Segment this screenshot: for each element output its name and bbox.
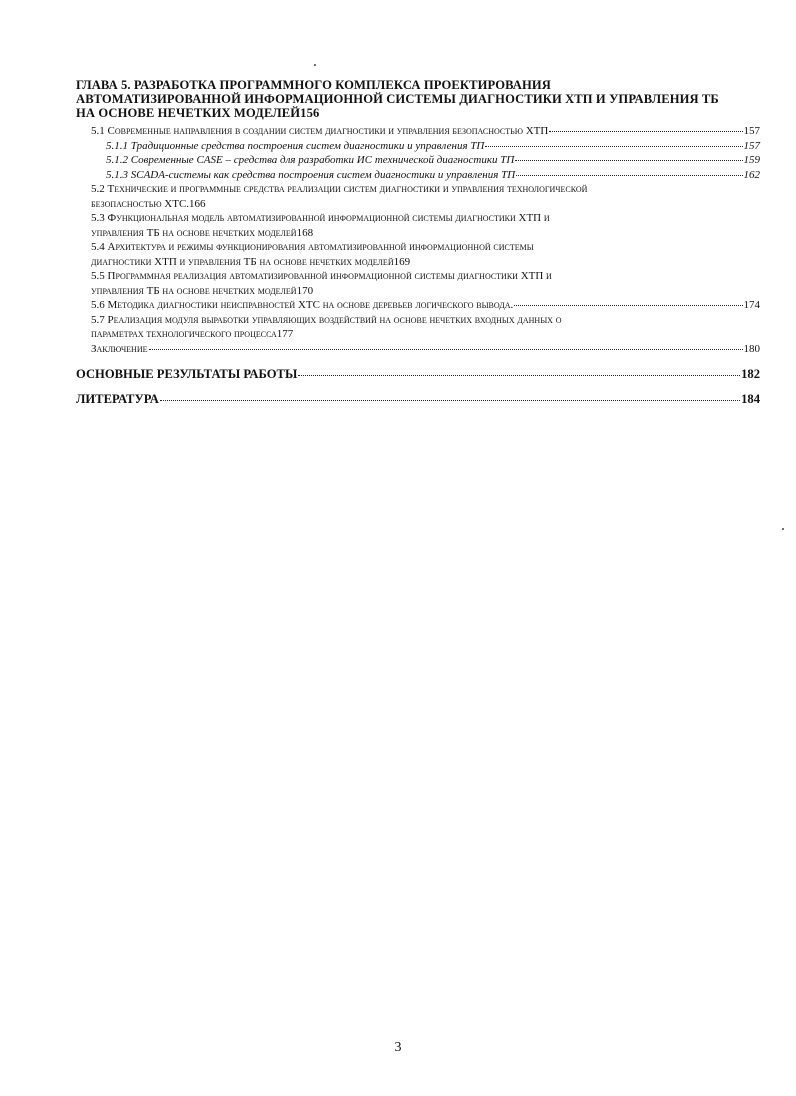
toc-entry-5-2-title-line-1: 5.2 Технические и программные средства реализации систем диагностики и управления технологической — [91, 183, 588, 195]
toc-entry-5-6 — [91, 298, 760, 313]
toc-entry-5-5-page: 170 — [296, 284, 314, 297]
toc-entry-literature — [76, 392, 760, 406]
chapter-5-title-line-1: ГЛАВА 5. РАЗРАБОТКА ПРОГРАММНОГО КОМПЛЕКСА ПРОЕКТИРОВАНИЯ — [76, 78, 551, 92]
toc-entry-conclusion — [91, 342, 760, 357]
dot-leader — [549, 131, 742, 132]
toc-entry-5-4-page: 169 — [393, 255, 411, 268]
toc-entry-5-1-title: 5.1 Современные направления в создании систем диагностики и управления безопасностью ХТП — [91, 125, 549, 137]
toc-entry-5-7-title-line-2: параметрах технологического процесса — [91, 328, 277, 340]
toc-entry-5-2-title-line-2: безопасностью ХТС. — [91, 197, 190, 210]
toc-entry-5-1-1-title: 5.1.1 Традиционные средства построения систем диагностики и управления ТП — [106, 139, 485, 152]
toc-entry-results-title: ОСНОВНЫЕ РЕЗУЛЬТАТЫ РАБОТЫ — [76, 367, 298, 381]
chapter-5-page: 156 — [300, 106, 320, 120]
toc-entry-literature-title: ЛИТЕРАТУРА — [76, 392, 159, 406]
toc-entry-conclusion-page: 180 — [743, 342, 760, 355]
scan-speck — [782, 528, 784, 530]
toc-entry-5-3-title-line-1: 5.3 Функциональная модель автоматизированной информационной системы диагностики ХТП и — [91, 212, 550, 224]
toc-entry-5-6-page: 174 — [743, 299, 760, 311]
dot-leader — [515, 160, 742, 161]
dot-leader — [298, 375, 740, 376]
toc-entry-5-1-1-page: 157 — [743, 139, 760, 152]
toc-entry-5-7-page: 177 — [276, 328, 294, 340]
dot-leader — [514, 305, 742, 306]
toc-entry-5-6-title: 5.6 Методика диагностики неисправностей ХТС на основе деревьев логического вывода. — [91, 299, 514, 311]
dot-leader — [160, 400, 740, 401]
toc-entry-conclusion-title: Заключение — [91, 342, 148, 355]
dot-leader — [516, 175, 742, 176]
dot-leader — [485, 146, 742, 147]
chapter-5-entry — [76, 78, 760, 120]
toc-entry-5-2 — [91, 182, 760, 211]
toc-entry-5-1-3-title: 5.1.3 SCADA-системы как средства построения систем диагностики и управления ТП — [106, 168, 516, 181]
toc-entry-5-3-title-line-2: управления ТБ на основе нечетких моделей — [91, 226, 297, 239]
dot-leader — [149, 349, 743, 350]
toc-entry-5-3-page: 168 — [296, 226, 314, 239]
toc-entry-5-4-title-line-1: 5.4 Архитектура и режимы функционирования автоматизированной информационной системы — [91, 241, 534, 253]
chapter-5-title-line-2: АВТОМАТИЗИРОВАННОЙ ИНФОРМАЦИОННОЙ СИСТЕМЫ ДИАГНОСТИКИ ХТП И УПРАВЛЕНИЯ ТБ — [76, 92, 719, 106]
chapter-5-title-line-3: НА ОСНОВЕ НЕЧЕТКИХ МОДЕЛЕЙ — [76, 106, 301, 120]
toc-entry-5-7-title-line-1: 5.7 Реализация модуля выработки управляющих воздействий на основе нечетких входных данных о — [91, 313, 562, 326]
toc-entry-5-1-1 — [106, 139, 760, 154]
toc-entry-5-1-3 — [106, 168, 760, 183]
toc-entry-5-1-2-page: 159 — [743, 154, 760, 166]
toc-entry-5-4 — [91, 240, 760, 269]
toc-entry-5-1-2 — [106, 153, 760, 168]
table-of-contents — [76, 78, 760, 406]
toc-entry-5-4-title-line-2: диагностики ХТП и управления ТБ на основе нечетких моделей — [91, 255, 394, 268]
toc-entry-5-1 — [91, 124, 760, 139]
toc-entry-5-1-2-title: 5.1.2 Современные CASE – средства для разработки ИС технической диагностики ТП — [106, 154, 515, 166]
toc-entry-5-2-page: 166 — [189, 197, 206, 210]
scan-speck — [314, 64, 316, 66]
toc-entry-results-page: 182 — [741, 367, 760, 381]
toc-entry-results — [76, 367, 760, 381]
toc-entry-5-3 — [91, 211, 760, 240]
toc-entry-5-5 — [91, 269, 760, 298]
toc-entry-5-7 — [91, 313, 760, 342]
toc-entry-5-5-title-line-1: 5.5 Программная реализация автоматизированной информационной системы диагностики ХТП и — [91, 270, 552, 282]
toc-entry-5-5-title-line-2: управления ТБ на основе нечетких моделей — [91, 284, 297, 297]
toc-entry-literature-page: 184 — [741, 392, 760, 406]
toc-entry-5-1-page: 157 — [743, 125, 760, 137]
page-number: 3 — [394, 1040, 402, 1055]
toc-entry-5-1-3-page: 162 — [743, 168, 760, 181]
